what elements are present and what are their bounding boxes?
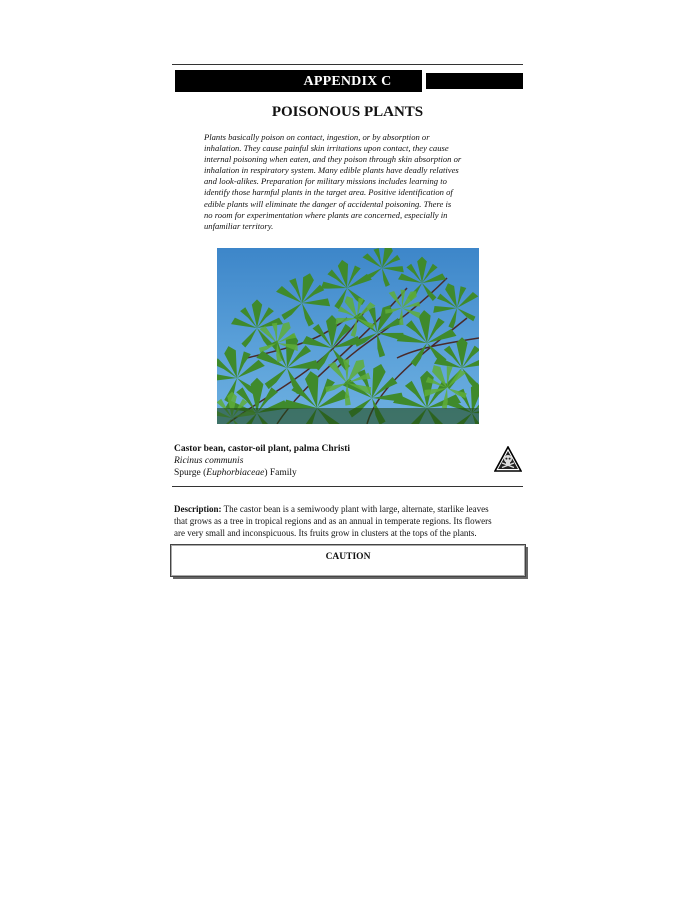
description-line: are very small and inconspicuous. Its fruits grow in clusters at the tops of the plants. (174, 528, 477, 538)
plant-latin-name: Ricinus communis (174, 456, 244, 466)
intro-line: Plants basically poison on contact, ingestion, or by absorption or (204, 132, 430, 142)
page-heading: POISONOUS PLANTS (271, 104, 424, 120)
section-divider (172, 486, 523, 487)
plant-common-name: Castor bean, castor-oil plant, palma Christi (174, 444, 351, 454)
skull-crossbones-warning-icon (494, 446, 522, 472)
description-line: The castor bean is a semiwoody plant with large, alternate, starlike leaves (221, 504, 489, 514)
intro-line: edible plants will eliminate the danger of accidental poisoning. There is (204, 198, 452, 209)
intro-line: inhalation. They cause painful skin irritations upon contact, they cause (204, 143, 449, 154)
intro-line: and look-alikes. Preparation for military missions includes learning to (204, 176, 447, 187)
plant-identification (174, 443, 350, 479)
intro-line: unfamiliar territory. (204, 220, 274, 231)
plant-family: Spurge (Euphorbiaceae) Family (174, 468, 297, 478)
plant-family-latin: Euphorbiaceae (206, 468, 265, 478)
castor-bean-photo (217, 248, 479, 424)
description-line: that grows as a tree in tropical regions and as an annual in temperate regions. Its flowers (174, 516, 492, 526)
caution-box (170, 544, 526, 577)
intro-line: identify those harmful plants in the target area. Positive identification of (204, 187, 453, 198)
intro-line: internal poisoning when eaten, and they poison through skin absorption or (204, 154, 462, 165)
appendix-banner (172, 70, 523, 92)
caution-title: CAUTION (325, 552, 371, 562)
description-paragraph (174, 503, 524, 539)
intro-paragraph (204, 132, 498, 232)
intro-line: inhalation in respiratory system. Many edible plants have deadly relatives (204, 165, 459, 176)
intro-line: no room for experimentation where plants are concerned, especially in (204, 209, 448, 220)
top-rule (172, 64, 523, 65)
appendix-title: APPENDIX C (303, 74, 392, 89)
description-label: Description: (174, 504, 222, 514)
